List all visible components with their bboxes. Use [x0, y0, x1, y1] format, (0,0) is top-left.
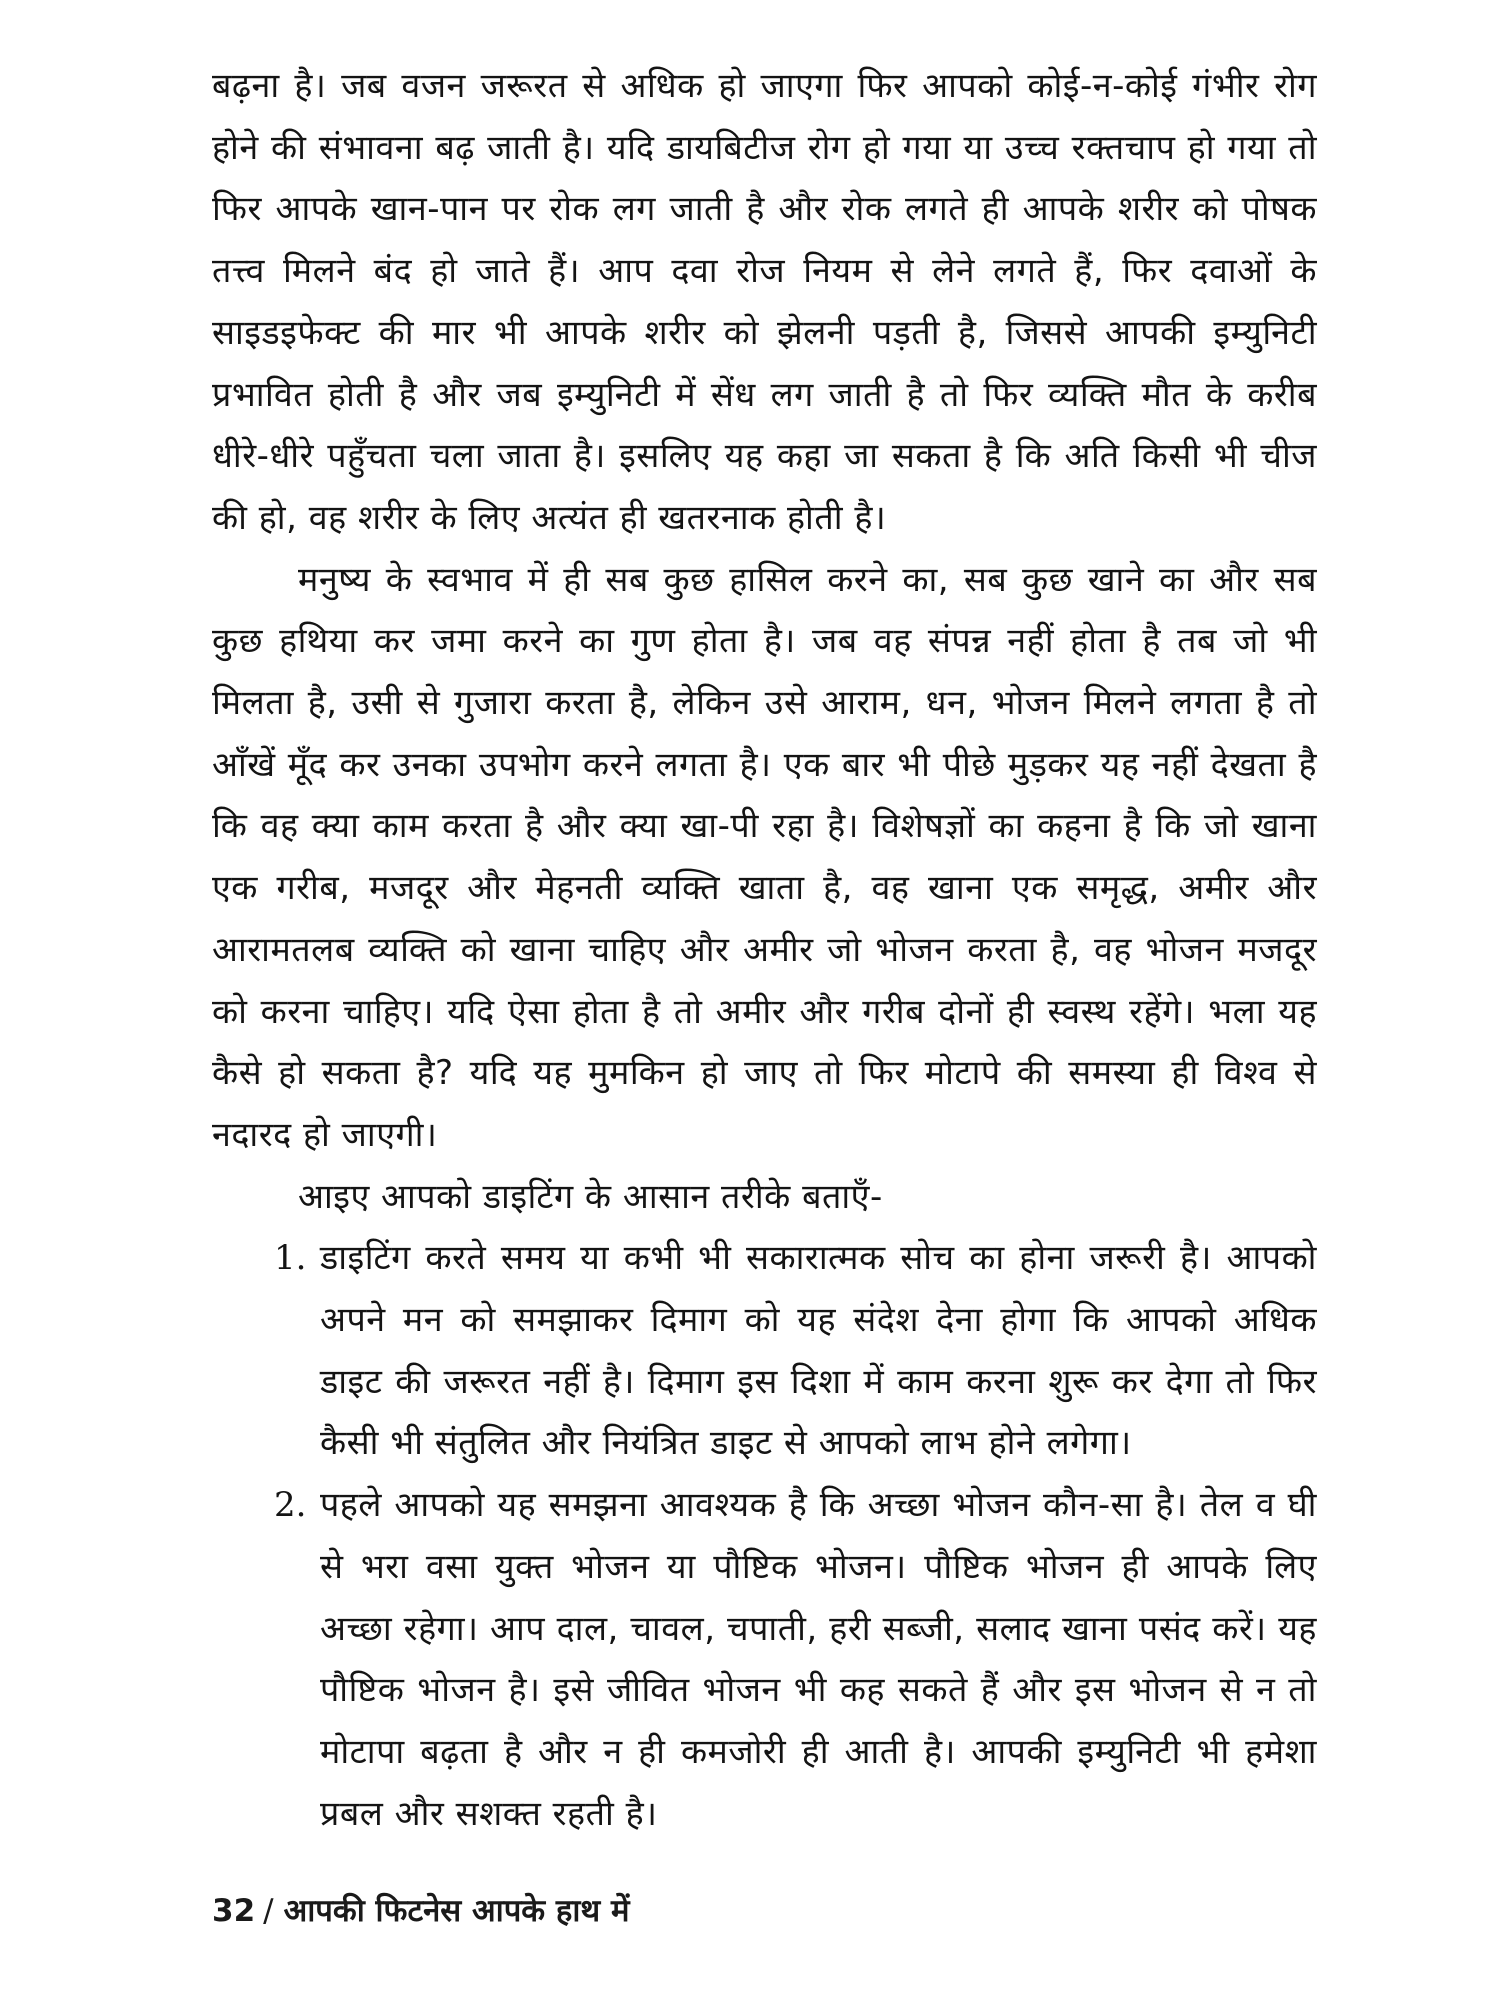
list-intro: आइए आपको डाइटिंग के आसान तरीके बताएँ-: [298, 1176, 883, 1217]
page-footer: [212, 1888, 630, 1934]
page-body: [212, 56, 1317, 1845]
list-item-text: डाइटिंग करते समय या कभी भी सकारात्मक सोच का होना जरूरी है। आपको अपने मन को समझाकर दिमाग को यह संदेश देना होगा कि आपको अधिक डाइट की जरूरत नहीं है। दिमाग इस दिशा में काम करना शुरू कर देगा तो फिर कैसी भी संतुलित और नियंत्रित डाइट से आपको लाभ होने लगेगा।: [320, 1238, 1317, 1464]
list-item-number: 1.: [274, 1238, 307, 1279]
list-item: [212, 1228, 1317, 1475]
footer-separator: /: [263, 1893, 274, 1929]
book-title: आपकी फिटनेस आपके हाथ में: [283, 1893, 630, 1929]
tips-list: [212, 1228, 1317, 1845]
paragraph-2: मनुष्य के स्वभाव में ही सब कुछ हासिल करने का, सब कुछ खाने का और सब कुछ हथिया कर जमा करने का गुण होता है। जब वह संपन्न नहीं होता है तब जो भी मिलता है, उसी से गुजारा करता है, लेकिन उसे आराम, धन, भोजन मिलने लगता है तो आँखें मूँद कर उनका उपभोग करने लगता है। एक बार भी पीछे मुड़कर यह नहीं देखता है कि वह क्या काम करता है और क्या खा-पी रहा है। विशेषज्ञों का कहना है कि जो खाना एक गरीब, मजदूर और मेहनती व्यक्ति खाता है, वह खाना एक समृद्ध, अमीर और आरामतलब व्यक्ति को खाना चाहिए और अमीर जो भोजन करता है, वह भोजन मजदूर को करना चाहिए। यदि ऐसा होता है तो अमीर और गरीब दोनों ही स्वस्थ रहेंगे। भला यह कैसे हो सकता है? यदि यह मुमकिन हो जाए तो फिर मोटापे की समस्या ही विश्व से नदारद हो जाएगी।: [212, 559, 1317, 1155]
list-item-text: पहले आपको यह समझना आवश्यक है कि अच्छा भोजन कौन-सा है। तेल व घी से भरा वसा युक्त भोजन या पौष्टिक भोजन। पौष्टिक भोजन ही आपके लिए अच्छा रहेगा। आप दाल, चावल, चपाती, हरी सब्जी, सलाद खाना पसंद करें। यह पौष्टिक भोजन है। इसे जीवित भोजन भी कह सकते हैं और इस भोजन से न तो मोटापा बढ़ता है और न ही कमजोरी ही आती है। आपकी इम्युनिटी भी हमेशा प्रबल और सशक्त रहती है।: [320, 1485, 1317, 1834]
list-item-number: 2.: [274, 1485, 307, 1526]
paragraph-1: बढ़ना है। जब वजन जरूरत से अधिक हो जाएगा फिर आपको कोई-न-कोई गंभीर रोग होने की संभावना बढ़ जाती है। यदि डायबिटीज रोग हो गया या उच्च रक्तचाप हो गया तो फिर आपके खान-पान पर रोक लग जाती है और रोक लगते ही आपके शरीर को पोषक तत्त्व मिलने बंद हो जाते हैं। आप दवा रोज नियम से लेने लगते हैं, फिर दवाओं के साइडइफेक्ट की मार भी आपके शरीर को झेलनी पड़ती है, जिससे आपकी इम्युनिटी प्रभावित होती है और जब इम्युनिटी में सेंध लग जाती है तो फिर व्यक्ति मौत के करीब धीरे-धीरे पहुँचता चला जाता है। इसलिए यह कहा जा सकता है कि अति किसी भी चीज की हो, वह शरीर के लिए अत्यंत ही खतरनाक होती है।: [212, 66, 1317, 538]
list-item: [212, 1475, 1317, 1845]
page-number: 32: [212, 1893, 256, 1929]
